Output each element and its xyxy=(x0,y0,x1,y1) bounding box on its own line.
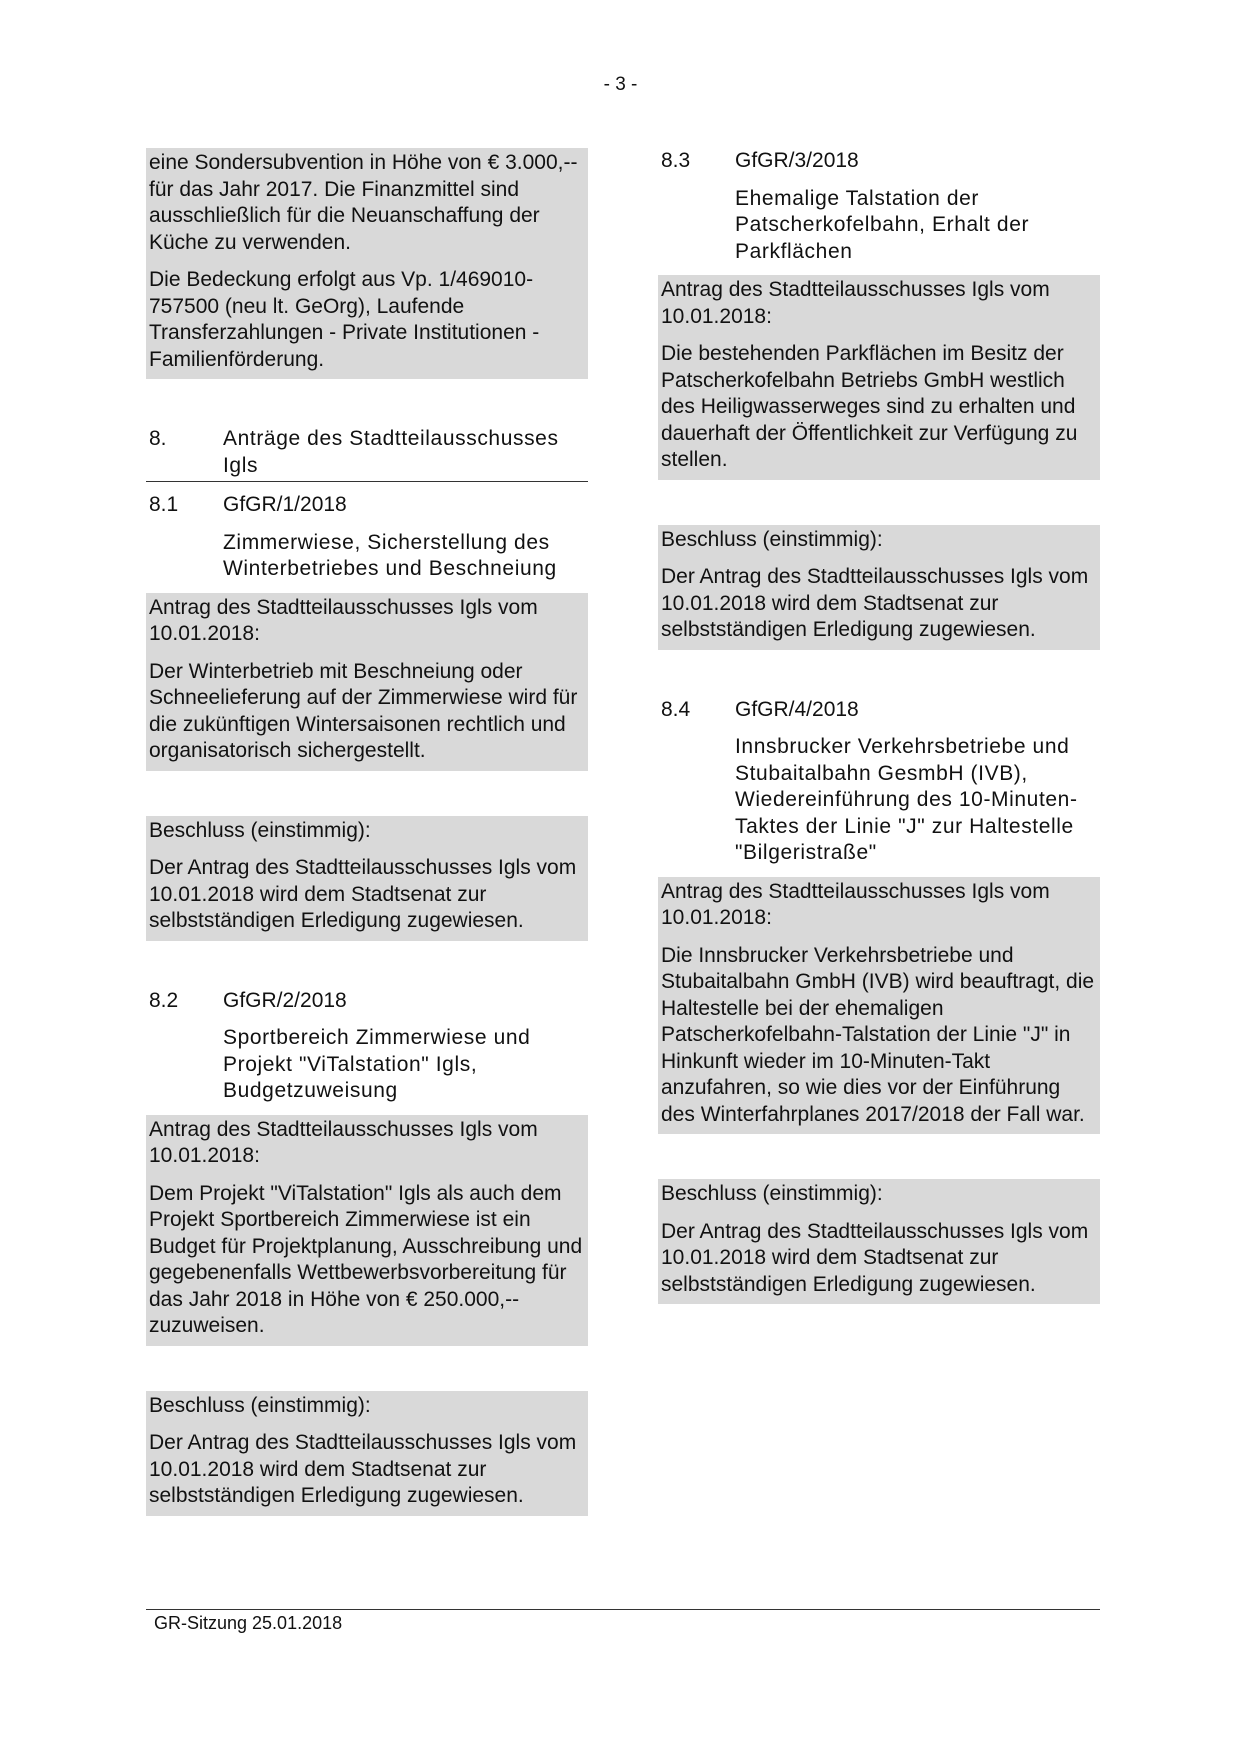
item-code: GfGR/2/2018 xyxy=(223,988,347,1012)
intro-block xyxy=(146,148,588,379)
item-code: GfGR/3/2018 xyxy=(735,149,859,172)
beschluss-label: Beschluss (einstimmig): xyxy=(149,1393,371,1417)
beschluss-label: Beschluss (einstimmig): xyxy=(149,818,371,842)
item-title: Ehemalige Talstation der Patscherkofelbahn, Erhalt der Parkflächen xyxy=(735,186,1030,263)
section-heading xyxy=(146,426,588,482)
item-code: GfGR/1/2018 xyxy=(223,493,347,516)
item-heading xyxy=(146,988,588,1015)
footer-text: GR-Sitzung 25.01.2018 xyxy=(154,1613,343,1633)
beschluss-text: Der Antrag des Stadtteilausschusses Igls vom 10.01.2018 wird dem Stadtsenat zur selbstständigen Erledigung zugewiesen. xyxy=(149,1431,577,1507)
antrag-block xyxy=(146,1115,588,1346)
antrag-text: Die Innsbrucker Verkehrsbetriebe und Stubaitalbahn GmbH (IVB) wird beauftragt, die Haltestelle bei der ehemaligen Patscherkofelbahn-Talstation der Linie "J" in Hinkunft wieder im 10-Minuten-Takt anzufahren, so wie dies vor der Einführung des Winterfahrplanes 2017/2018 der Fall war. xyxy=(661,943,1095,1126)
item-title: Sportbereich Zimmerwiese und Projekt "ViTalstation" Igls, Budgetzuweisung xyxy=(223,1026,531,1102)
intro-paragraph: eine Sondersubvention in Höhe von € 3.000,-- für das Jahr 2017. Die Finanzmittel sind ausschließlich für die Neuanschaffung der Küche zu verwenden. xyxy=(149,151,578,254)
antrag-text: Die bestehenden Parkflächen im Besitz der Patscherkofelbahn Betriebs GmbH westlich des Heiligwasserweges sind zu erhalten und dauerhaft der Öffentlichkeit zur Verfügung zu stellen. xyxy=(661,342,1078,471)
item-title: Zimmerwiese, Sicherstellung des Winterbetriebes und Beschneiung xyxy=(223,530,557,580)
item-number: 8.4 xyxy=(661,697,691,721)
antrag-label: Antrag des Stadtteilausschusses Igls vom 10.01.2018: xyxy=(149,1117,538,1167)
item-code: GfGR/4/2018 xyxy=(735,697,859,721)
item-heading xyxy=(658,697,1100,724)
section-title: Anträge des Stadtteilausschusses Igls xyxy=(223,427,559,477)
antrag-label: Antrag des Stadtteilausschusses Igls vom 10.01.2018: xyxy=(661,278,1050,328)
intro-paragraph: Die Bedeckung erfolgt aus Vp. 1/469010-757500 (neu lt. GeOrg), Laufende Transferzahlungen - Private Institutionen - Familienförderung. xyxy=(149,268,540,371)
antrag-block xyxy=(658,877,1100,1135)
page-number: - 3 - xyxy=(603,74,638,95)
beschluss-block xyxy=(658,525,1100,650)
beschluss-text: Der Antrag des Stadtteilausschusses Igls vom 10.01.2018 wird dem Stadtsenat zur selbstständigen Erledigung zugewiesen. xyxy=(661,565,1089,641)
item-number: 8.3 xyxy=(661,149,691,172)
left-column xyxy=(146,148,588,1516)
item-title: Innsbrucker Verkehrsbetriebe und Stubaitalbahn GesmbH (IVB), Wiedereinführung des 10-Minuten-Taktes der Linie "J" zur Haltestelle "Bilgeristraße" xyxy=(735,735,1078,864)
item-heading xyxy=(146,492,588,519)
antrag-block xyxy=(146,593,588,771)
antrag-text: Der Winterbetrieb mit Beschneiung oder Schneelieferung auf der Zimmerwiese wird für die zukünftigen Wintersaisonen rechtlich und organisatorisch sichergestellt. xyxy=(149,659,578,762)
beschluss-block xyxy=(658,1179,1100,1304)
section-number: 8. xyxy=(149,427,167,450)
beschluss-text: Der Antrag des Stadtteilausschusses Igls vom 10.01.2018 wird dem Stadtsenat zur selbstständigen Erledigung zugewiesen. xyxy=(661,1219,1089,1296)
beschluss-block xyxy=(146,1391,588,1516)
item-number: 8.2 xyxy=(149,988,179,1012)
antrag-label: Antrag des Stadtteilausschusses Igls vom 10.01.2018: xyxy=(149,595,538,645)
antrag-block xyxy=(658,275,1100,480)
beschluss-label: Beschluss (einstimmig): xyxy=(661,1182,883,1205)
antrag-label: Antrag des Stadtteilausschusses Igls vom 10.01.2018: xyxy=(661,879,1050,929)
antrag-text: Dem Projekt "ViTalstation" Igls als auch dem Projekt Sportbereich Zimmerwiese ist ein Budget für Projektplanung, Ausschreibung und gegebenenfalls Wettbewerbsvorbereitung für das Jahr 2018 in Höhe von € 250.000,-- zuzuweisen. xyxy=(149,1181,583,1337)
footer-divider xyxy=(146,1609,1100,1610)
right-column xyxy=(658,148,1100,1304)
item-heading xyxy=(658,148,1100,175)
beschluss-block xyxy=(146,816,588,941)
beschluss-text: Der Antrag des Stadtteilausschusses Igls vom 10.01.2018 wird dem Stadtsenat zur selbstständigen Erledigung zugewiesen. xyxy=(149,856,577,932)
item-number: 8.1 xyxy=(149,493,179,516)
beschluss-label: Beschluss (einstimmig): xyxy=(661,527,883,551)
